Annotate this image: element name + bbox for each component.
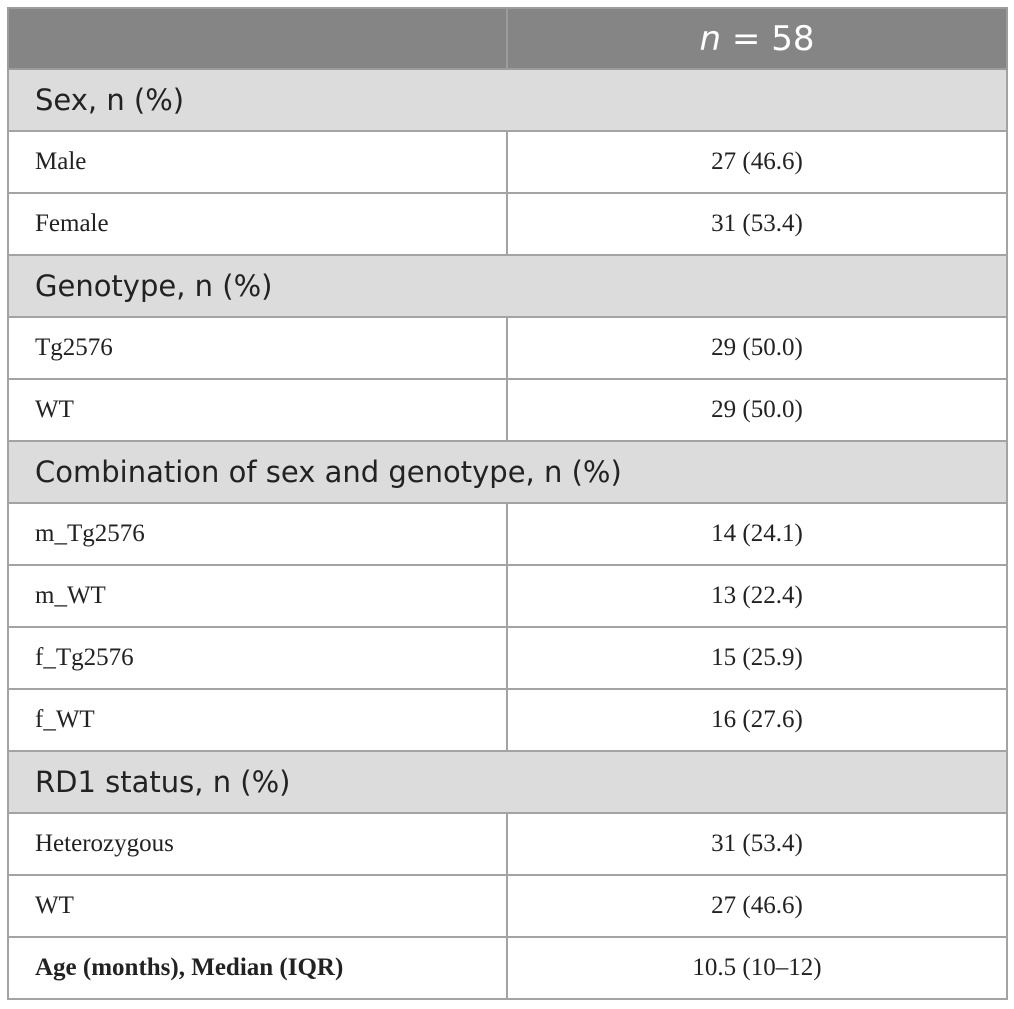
- row-label: f_Tg2576: [8, 627, 507, 689]
- table-row: [8, 193, 1007, 255]
- row-value: 27 (46.6): [507, 875, 1007, 937]
- row-value: 29 (50.0): [507, 317, 1007, 379]
- table-row: [8, 875, 1007, 937]
- row-label: Tg2576: [8, 317, 507, 379]
- row-label: Male: [8, 131, 507, 193]
- row-label: WT: [8, 379, 507, 441]
- section-row-sex: [8, 69, 1007, 131]
- section-row-genotype: [8, 255, 1007, 317]
- section-row-combination: [8, 441, 1007, 503]
- row-label: m_WT: [8, 565, 507, 627]
- section-title: Sex, n (%): [8, 69, 1007, 131]
- row-value: 13 (22.4): [507, 565, 1007, 627]
- row-value: 29 (50.0): [507, 379, 1007, 441]
- table-row: [8, 813, 1007, 875]
- section-row-rd1-status: [8, 751, 1007, 813]
- section-title: Combination of sex and genotype, n (%): [8, 441, 1007, 503]
- row-label: m_Tg2576: [8, 503, 507, 565]
- table-row: [8, 689, 1007, 751]
- row-value: 31 (53.4): [507, 193, 1007, 255]
- table-row: [8, 131, 1007, 193]
- row-value: 10.5 (10–12): [507, 937, 1007, 999]
- row-label: f_WT: [8, 689, 507, 751]
- table-body: [8, 69, 1007, 999]
- row-label: Age (months), Median (IQR): [8, 937, 507, 999]
- table-row: [8, 565, 1007, 627]
- table-row-age: [8, 937, 1007, 999]
- section-title: RD1 status, n (%): [8, 751, 1007, 813]
- header-n-symbol: n: [699, 18, 722, 59]
- row-value: 27 (46.6): [507, 131, 1007, 193]
- row-label: WT: [8, 875, 507, 937]
- header-n-cell: [507, 8, 1007, 69]
- row-value: 31 (53.4): [507, 813, 1007, 875]
- summary-table: [7, 7, 1008, 1000]
- header-n-value: = 58: [721, 18, 815, 59]
- table-row: [8, 627, 1007, 689]
- table-row: [8, 317, 1007, 379]
- row-value: 16 (27.6): [507, 689, 1007, 751]
- section-title: Genotype, n (%): [8, 255, 1007, 317]
- row-label: Female: [8, 193, 507, 255]
- table-row: [8, 379, 1007, 441]
- table-row: [8, 503, 1007, 565]
- row-value: 14 (24.1): [507, 503, 1007, 565]
- header-empty-cell: [8, 8, 507, 69]
- row-value: 15 (25.9): [507, 627, 1007, 689]
- row-label: Heterozygous: [8, 813, 507, 875]
- table-header-row: [8, 8, 1007, 69]
